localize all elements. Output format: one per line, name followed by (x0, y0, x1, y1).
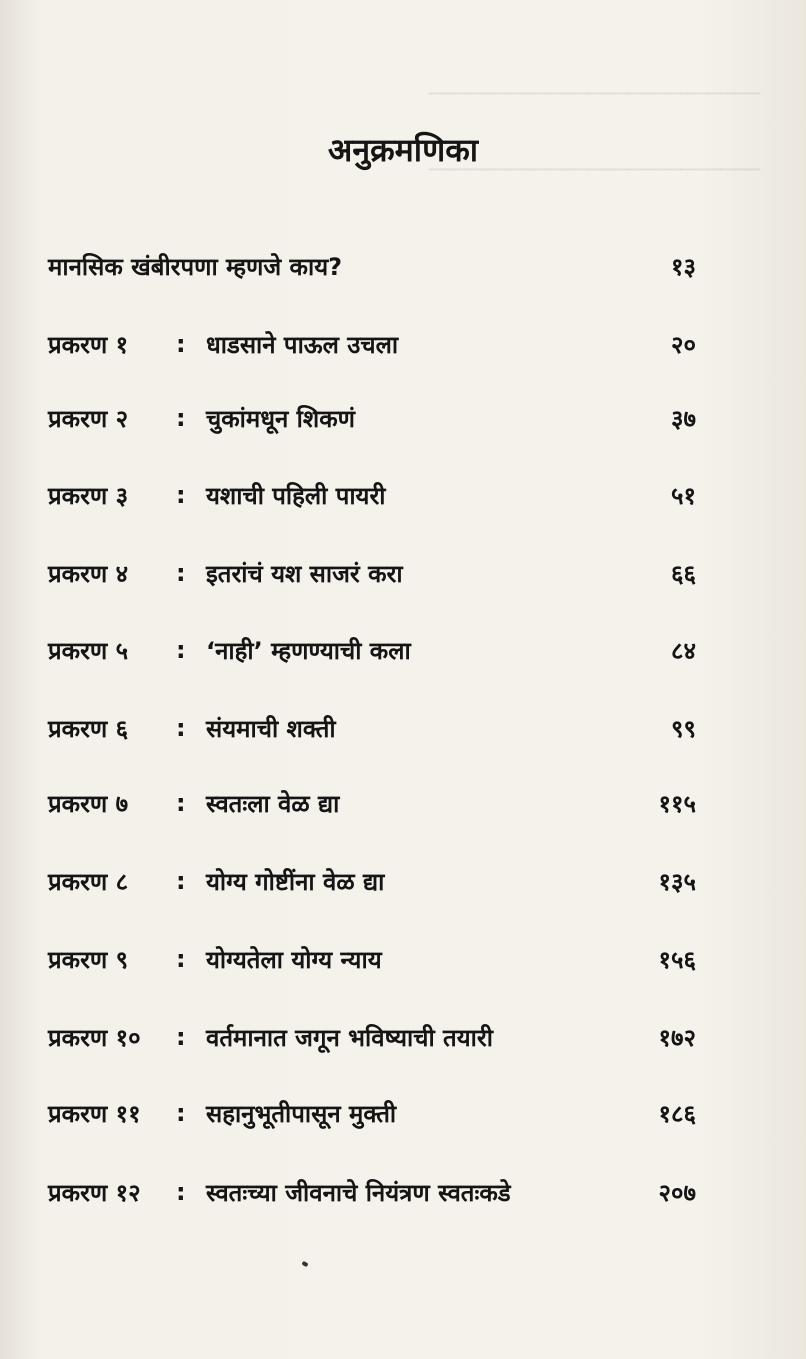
chapter-number: प्रकरण ५ (48, 636, 129, 665)
toc-page-number: १७२ (658, 1023, 696, 1052)
separator: : (176, 1099, 186, 1127)
chapter-number: प्रकरण ८ (48, 867, 129, 896)
bleed-through-text: ───────────────────────── (428, 158, 760, 183)
separator: : (176, 714, 186, 742)
separator: : (176, 559, 186, 587)
chapter-title: स्वतःच्या जीवनाचे नियंत्रण स्वतःकडे (206, 1178, 511, 1207)
chapter-title: चुकांमधून शिकणं (206, 404, 355, 433)
toc-page-number: ९९ (671, 714, 696, 743)
chapter-title: सहानुभूतीपासून मुक्ती (206, 1099, 397, 1128)
toc-page-number: २०७ (658, 1178, 696, 1207)
chapter-number: प्रकरण ९ (48, 945, 129, 974)
chapter-number: प्रकरण ७ (48, 789, 129, 818)
toc-page-number: १८६ (658, 1099, 696, 1128)
toc-page-number: १५६ (658, 945, 696, 974)
toc-page-number: २० (671, 330, 696, 359)
toc-row (48, 939, 696, 979)
separator: : (176, 945, 186, 973)
toc-page-number: १३ (671, 252, 696, 281)
chapter-number: प्रकरण ४ (48, 559, 129, 588)
toc-row (48, 324, 696, 364)
chapter-title: इतरांचं यश साजरं करा (206, 559, 403, 588)
ink-speck (301, 1261, 308, 1267)
chapter-number: प्रकरण १२ (48, 1178, 141, 1207)
chapter-number: प्रकरण ६ (48, 714, 129, 743)
chapter-number: प्रकरण २ (48, 404, 129, 433)
bleed-through-text: ───────────────────────── (428, 82, 760, 107)
chapter-title: योग्य गोष्टींना वेळ द्या (206, 867, 385, 896)
separator: : (176, 1023, 186, 1051)
separator: : (176, 330, 186, 358)
separator: : (176, 867, 186, 895)
toc-row (48, 475, 696, 515)
chapter-number: प्रकरण १ (48, 330, 129, 359)
toc-page-number: ८४ (671, 636, 696, 665)
toc-page-number: ५१ (671, 481, 696, 510)
chapter-title: वर्तमानात जगून भविष्याची तयारी (206, 1023, 493, 1052)
toc-row (48, 1172, 696, 1212)
chapter-number: प्रकरण ११ (48, 1099, 141, 1128)
chapter-number: प्रकरण १० (48, 1023, 141, 1052)
toc-row (48, 553, 696, 593)
chapter-title: यशाची पहिली पायरी (206, 481, 386, 510)
toc-intro-row (48, 246, 696, 286)
toc-page-number: ११५ (658, 789, 696, 818)
separator: : (176, 1178, 186, 1206)
chapter-title: संयमाची शक्ती (206, 714, 336, 743)
toc-row (48, 1017, 696, 1057)
chapter-number: प्रकरण ३ (48, 481, 129, 510)
separator: : (176, 404, 186, 432)
chapter-title: ‘नाही’ म्हणण्याची कला (206, 636, 411, 665)
toc-row (48, 861, 696, 901)
page-title: अनुक्रमणिका (327, 131, 479, 169)
toc-row (48, 783, 696, 823)
toc-row (48, 630, 696, 670)
chapter-title: योग्यतेला योग्य न्याय (206, 945, 382, 974)
toc-row (48, 398, 696, 438)
toc-page-number: ६६ (671, 559, 696, 588)
toc-page-number: १३५ (658, 867, 696, 896)
toc-row (48, 1093, 696, 1133)
separator: : (176, 481, 186, 509)
toc-intro-label: मानसिक खंबीरपणा म्हणजे काय? (48, 252, 343, 281)
separator: : (176, 636, 186, 664)
chapter-title: धाडसाने पाऊल उचला (206, 330, 399, 359)
toc-row (48, 708, 696, 748)
toc-page-number: ३७ (671, 404, 696, 433)
separator: : (176, 789, 186, 817)
chapter-title: स्वतःला वेळ द्या (206, 789, 340, 818)
